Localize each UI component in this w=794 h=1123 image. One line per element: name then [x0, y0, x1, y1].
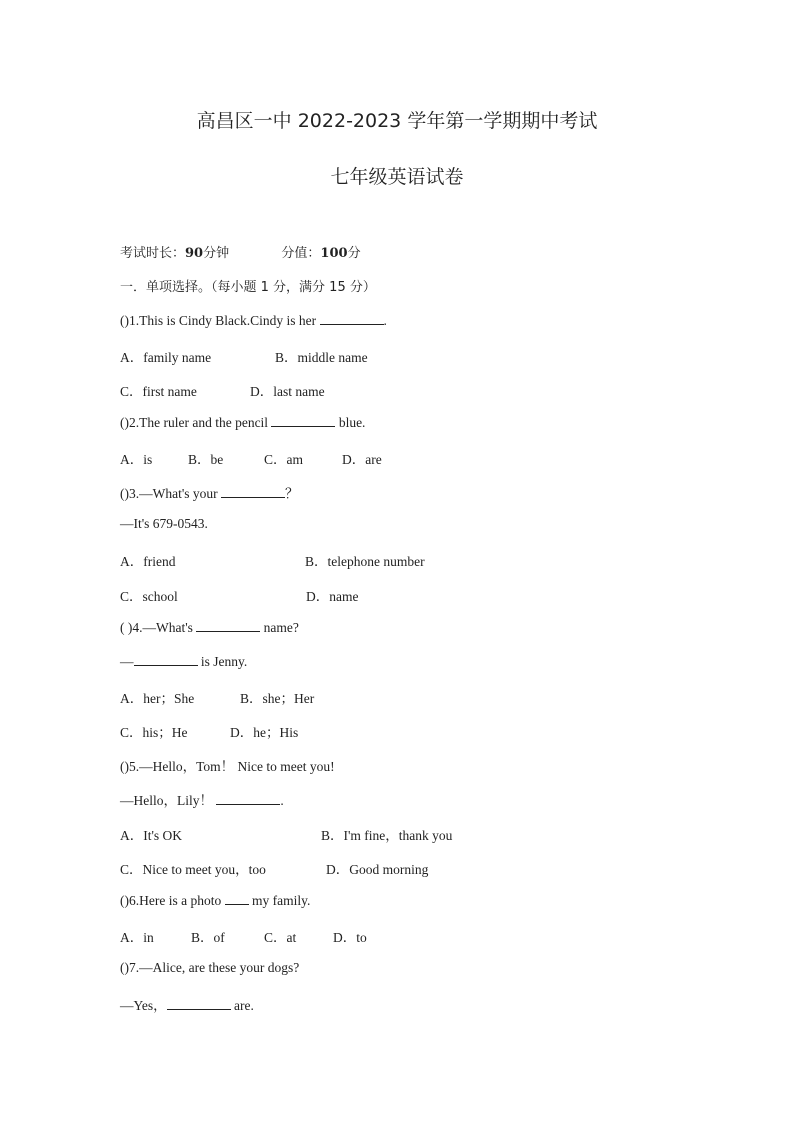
option-a[interactable]: A．her；She [120, 691, 195, 706]
option-d[interactable]: D．name [306, 589, 359, 604]
section-heading: 一．单项选择。（每小题 1 分，满分 15 分） [120, 280, 376, 295]
option-a[interactable]: A．family name [120, 350, 212, 365]
question-7-stem: ()7.—Alice, are these your dogs? [120, 960, 300, 975]
exam-title: 高昌区一中 2022-2023 学年第一学期期中考试 [196, 110, 598, 132]
question-2-stem: ()2.The ruler and the pencil blue. [120, 415, 366, 430]
option-a[interactable]: A．in [120, 930, 154, 945]
answer-blank[interactable] [271, 414, 335, 427]
duration-value: 90 [185, 246, 204, 261]
option-a[interactable]: A．friend [120, 554, 176, 569]
option-d[interactable]: D．are [342, 452, 382, 467]
question-3-answer: —It's 679-0543. [120, 516, 208, 531]
question-5-answer: —Hello，Lily！ . [120, 793, 284, 808]
score-unit: 分 [347, 246, 361, 261]
option-c[interactable]: C．at [264, 930, 297, 945]
answer-blank[interactable] [221, 485, 285, 498]
option-b[interactable]: B．I'm fine，thank you [321, 828, 453, 843]
option-c[interactable]: C．first name [120, 384, 197, 399]
option-a[interactable]: A．is [120, 452, 153, 467]
duration-label: 考试时长： [120, 246, 186, 261]
score-label: 分值： [281, 246, 321, 261]
exam-subtitle: 七年级英语试卷 [330, 166, 464, 188]
answer-blank[interactable] [216, 792, 280, 805]
option-c[interactable]: C．school [120, 589, 178, 604]
option-d[interactable]: D．Good morning [326, 862, 429, 877]
question-5-stem: ()5.—Hello，Tom！ Nice to meet you! [120, 759, 335, 774]
question-4-stem: ( )4.—What's name? [120, 620, 299, 635]
question-1-stem: ()1.This is Cindy Black.Cindy is her . [120, 313, 387, 328]
option-c[interactable]: C．Nice to meet you，too [120, 862, 266, 877]
option-b[interactable]: B．middle name [275, 350, 368, 365]
option-b[interactable]: B．telephone number [305, 554, 425, 569]
option-d[interactable]: D．he；His [230, 725, 299, 740]
question-7-answer: —Yes， are. [120, 998, 254, 1013]
answer-blank[interactable] [167, 997, 231, 1010]
option-b[interactable]: B．be [188, 452, 224, 467]
question-3-stem: ()3.—What's your ？ [120, 486, 299, 501]
option-c[interactable]: C．am [264, 452, 303, 467]
option-d[interactable]: D．last name [250, 384, 325, 399]
option-c[interactable]: C．his；He [120, 725, 188, 740]
answer-blank[interactable] [225, 892, 249, 905]
exam-meta [120, 242, 361, 261]
answer-blank[interactable] [134, 653, 198, 666]
answer-blank[interactable] [196, 619, 260, 632]
duration-unit: 分钟 [203, 246, 230, 261]
score-value: 100 [320, 246, 348, 261]
option-b[interactable]: B．of [191, 930, 225, 945]
question-6-stem: ()6.Here is a photo my family. [120, 893, 311, 908]
option-d[interactable]: D．to [333, 930, 367, 945]
question-4-answer: — is Jenny. [120, 654, 248, 669]
answer-blank[interactable] [320, 312, 384, 325]
option-a[interactable]: A．It's OK [120, 828, 183, 843]
option-b[interactable]: B．she；Her [240, 691, 315, 706]
